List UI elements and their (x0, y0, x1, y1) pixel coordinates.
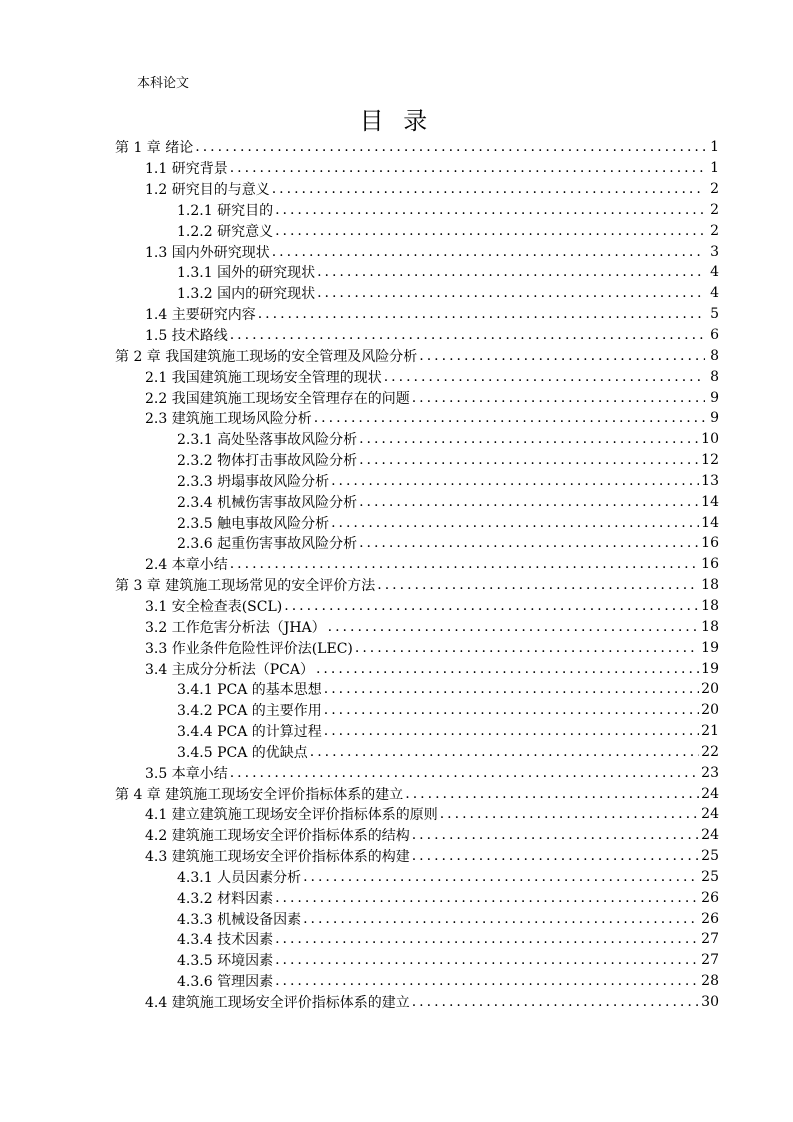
toc-leader-dots (230, 160, 705, 176)
toc-leader-dots (377, 577, 699, 593)
toc-entry-page-number: 24 (701, 785, 719, 802)
toc-leader-dots (412, 848, 699, 864)
toc-leader-dots (310, 744, 699, 760)
toc-leader-dots (275, 202, 705, 218)
toc-leader-dots (324, 702, 699, 718)
toc-entry[interactable] (115, 241, 719, 262)
page-title: 目 录 (359, 107, 434, 135)
toc-entry-title: 4.3.6 管理因素 (177, 974, 274, 991)
toc-leader-dots (412, 994, 699, 1010)
toc-entry[interactable] (115, 950, 719, 971)
toc-entry[interactable] (115, 491, 719, 512)
toc-entry-page-number: 10 (701, 431, 719, 448)
toc-entry[interactable] (115, 741, 719, 762)
toc-entry[interactable] (115, 200, 719, 221)
toc-entry-title: 3.4.5 PCA 的优缺点 (177, 744, 308, 761)
toc-leader-dots (359, 431, 699, 447)
toc-entry-title: 2.3.1 高处坠落事故风险分析 (177, 432, 358, 449)
toc-leader-dots (324, 723, 699, 739)
toc-entry-page-number: 18 (701, 577, 719, 594)
toc-entry[interactable] (115, 366, 719, 387)
toc-entry-title: 第 1 章 绪论 (115, 140, 194, 157)
toc-entry-title: 1.3 国内外研究现状 (145, 244, 270, 261)
toc-leader-dots (359, 452, 699, 468)
toc-entry-page-number: 9 (710, 389, 719, 406)
toc-entry-title: 2.3.6 起重伤害事故风险分析 (177, 536, 358, 553)
toc-entry[interactable] (115, 992, 719, 1013)
toc-entry-title: 2.4 本章小结 (145, 557, 228, 574)
toc-entry[interactable] (115, 825, 719, 846)
toc-entry-page-number: 12 (701, 452, 719, 469)
toc-leader-dots (275, 931, 699, 947)
toc-entry[interactable] (115, 137, 719, 158)
toc-leader-dots (355, 640, 699, 656)
running-header: 本科论文 (137, 76, 190, 91)
toc-entry-page-number: 20 (701, 681, 719, 698)
toc-leader-dots (359, 535, 699, 551)
toc-entry[interactable] (115, 908, 719, 929)
toc-entry-page-number: 18 (701, 618, 719, 635)
toc-entry[interactable] (115, 846, 719, 867)
toc-entry-title: 1.3.2 国内的研究现状 (177, 286, 316, 303)
toc-entry-title: 1.5 技术路线 (145, 328, 228, 345)
toc-entry[interactable] (115, 471, 719, 492)
toc-entry[interactable] (115, 887, 719, 908)
toc-entry-page-number: 6 (710, 327, 719, 344)
toc-leader-dots (331, 473, 699, 489)
toc-entry-page-number: 19 (701, 639, 719, 656)
toc-leader-dots (317, 285, 705, 301)
toc-entry-title: 3.5 本章小结 (145, 765, 228, 782)
toc-entry-page-number: 1 (710, 160, 719, 177)
toc-leader-dots (359, 494, 699, 510)
toc-leader-dots (384, 369, 705, 385)
toc-entry-page-number: 14 (701, 493, 719, 510)
toc-entry-page-number: 22 (701, 743, 719, 760)
toc-entry[interactable] (115, 179, 719, 200)
toc-entry-title: 1.4 主要研究内容 (145, 307, 256, 324)
toc-entry-title: 第 3 章 建筑施工现场常见的安全评价方法 (115, 578, 376, 595)
toc-entry-page-number: 21 (701, 723, 719, 740)
toc-entry[interactable] (115, 929, 719, 950)
toc-entry[interactable] (115, 596, 719, 617)
toc-entry[interactable] (115, 408, 719, 429)
toc-entry[interactable] (115, 575, 719, 596)
toc-leader-dots (230, 556, 699, 572)
toc-entry[interactable] (115, 304, 719, 325)
toc-entry-page-number: 18 (701, 597, 719, 614)
toc-entry-page-number: 4 (710, 285, 719, 302)
toc-entry[interactable] (115, 283, 719, 304)
toc-entry-page-number: 26 (701, 910, 719, 927)
toc-leader-dots (440, 806, 699, 822)
toc-entry-title: 4.1 建立建筑施工现场安全评价指标体系的原则 (145, 807, 438, 824)
toc-leader-dots (303, 911, 699, 927)
toc-entry[interactable] (115, 450, 719, 471)
toc-entry-title: 2.3 建筑施工现场风险分析 (145, 411, 312, 428)
toc-leader-dots (419, 348, 705, 364)
toc-entry-page-number: 20 (701, 702, 719, 719)
toc-entry[interactable] (115, 387, 719, 408)
toc-entry[interactable] (115, 512, 719, 533)
toc-entry-page-number: 9 (710, 410, 719, 427)
toc-entry-title: 3.4.1 PCA 的基本思想 (177, 682, 322, 699)
toc-entry-page-number: 24 (701, 827, 719, 844)
toc-entry[interactable] (115, 679, 719, 700)
toc-leader-dots (331, 515, 699, 531)
toc-entry-page-number: 8 (710, 347, 719, 364)
toc-entry-title: 2.3.5 触电事故风险分析 (177, 515, 330, 532)
toc-entry-title: 2.1 我国建筑施工现场安全管理的现状 (145, 369, 382, 386)
toc-entry-page-number: 8 (710, 368, 719, 385)
toc-entry-page-number: 27 (701, 952, 719, 969)
toc-leader-dots (275, 890, 699, 906)
toc-leader-dots (284, 598, 699, 614)
toc-entry-page-number: 14 (701, 514, 719, 531)
toc-entry-title: 3.1 安全检查表(SCL) (145, 598, 283, 615)
toc-leader-dots (405, 786, 699, 802)
toc-entry[interactable] (115, 783, 719, 804)
toc-entry[interactable] (115, 721, 719, 742)
toc-entry-title: 1.2.1 研究目的 (177, 202, 274, 219)
toc-leader-dots (324, 681, 699, 697)
toc-entry-title: 3.2 工作危害分析法（JHA） (145, 619, 326, 636)
toc-entry-title: 2.3.4 机械伤害事故风险分析 (177, 494, 358, 511)
toc-entry-title: 3.4.2 PCA 的主要作用 (177, 703, 322, 720)
toc-entry-page-number: 2 (710, 181, 719, 198)
toc-leader-dots (317, 264, 705, 280)
toc-leader-dots (314, 410, 705, 426)
toc-entry[interactable] (115, 262, 719, 283)
toc-leader-dots (272, 244, 705, 260)
toc-entry[interactable] (115, 637, 719, 658)
toc-entry-title: 第 2 章 我国建筑施工现场的安全管理及风险分析 (115, 348, 418, 365)
toc-leader-dots (328, 619, 700, 635)
toc-entry-title: 4.3.1 人员因素分析 (177, 869, 302, 886)
toc-entry-page-number: 24 (701, 806, 719, 823)
toc-entry-title: 4.3.2 材料因素 (177, 890, 274, 907)
toc-entry-title: 2.3.3 坍塌事故风险分析 (177, 473, 330, 490)
toc-entry-title: 4.3.3 机械设备因素 (177, 911, 302, 928)
toc-entry[interactable] (115, 220, 719, 241)
toc-entry-title: 4.2 建筑施工现场安全评价指标体系的结构 (145, 828, 410, 845)
toc-entry-title: 1.2.2 研究意义 (177, 223, 274, 240)
toc-entry-page-number: 5 (710, 306, 719, 323)
toc-entry-page-number: 16 (701, 535, 719, 552)
toc-leader-dots (303, 869, 699, 885)
toc-entry-title: 2.2 我国建筑施工现场安全管理存在的问题 (145, 390, 410, 407)
toc-entry[interactable] (115, 762, 719, 783)
toc-leader-dots (412, 827, 699, 843)
toc-entry-page-number: 27 (701, 931, 719, 948)
toc-entry-page-number: 1 (710, 139, 719, 156)
toc-entry-title: 2.3.2 物体打击事故风险分析 (177, 453, 358, 470)
toc-leader-dots (230, 765, 699, 781)
toc-entry-page-number: 3 (710, 243, 719, 260)
toc-entry[interactable] (115, 971, 719, 992)
toc-leader-dots (275, 223, 705, 239)
table-of-contents (115, 137, 719, 1012)
toc-entry-page-number: 13 (701, 472, 719, 489)
toc-entry-title: 1.3.1 国外的研究现状 (177, 265, 316, 282)
toc-entry-page-number: 25 (701, 848, 719, 865)
toc-entry[interactable] (115, 345, 719, 366)
toc-entry-page-number: 25 (701, 868, 719, 885)
toc-entry-title: 3.4.4 PCA 的计算过程 (177, 724, 322, 741)
toc-leader-dots (275, 973, 699, 989)
toc-leader-dots (272, 181, 705, 197)
toc-entry[interactable] (115, 700, 719, 721)
toc-entry-page-number: 2 (710, 201, 719, 218)
toc-entry-title: 第 4 章 建筑施工现场安全评价指标体系的建立 (115, 786, 404, 803)
toc-entry[interactable] (115, 658, 719, 679)
toc-entry-page-number: 26 (701, 889, 719, 906)
toc-leader-dots (412, 390, 705, 406)
toc-entry-page-number: 19 (701, 660, 719, 677)
toc-entry-title: 1.2 研究目的与意义 (145, 182, 270, 199)
toc-entry-title: 1.1 研究背景 (145, 161, 228, 178)
toc-leader-dots (275, 952, 699, 968)
toc-entry[interactable] (115, 554, 719, 575)
toc-entry-title: 4.4 建筑施工现场安全评价指标体系的建立 (145, 995, 410, 1012)
toc-leader-dots (258, 306, 705, 322)
toc-entry-page-number: 2 (710, 222, 719, 239)
toc-entry-title: 3.4 主成分分析法（PCA） (145, 661, 314, 678)
toc-entry-title: 4.3.5 环境因素 (177, 953, 274, 970)
toc-leader-dots (316, 661, 699, 677)
toc-entry[interactable] (115, 804, 719, 825)
toc-entry-page-number: 28 (701, 973, 719, 990)
toc-entry[interactable] (115, 429, 719, 450)
toc-entry-title: 4.3 建筑施工现场安全评价指标体系的构建 (145, 849, 410, 866)
toc-leader-dots (195, 139, 705, 155)
toc-entry-page-number: 23 (701, 764, 719, 781)
toc-entry-page-number: 4 (710, 264, 719, 281)
toc-entry[interactable] (115, 867, 719, 888)
toc-entry[interactable] (115, 533, 719, 554)
toc-entry-title: 4.3.4 技术因素 (177, 932, 274, 949)
toc-entry[interactable] (115, 158, 719, 179)
toc-entry-page-number: 30 (701, 994, 719, 1011)
toc-entry-page-number: 16 (701, 556, 719, 573)
toc-entry-title: 3.3 作业条件危险性评价法(LEC) (145, 640, 353, 657)
toc-entry[interactable] (115, 616, 719, 637)
toc-entry[interactable] (115, 325, 719, 346)
toc-leader-dots (230, 327, 705, 343)
